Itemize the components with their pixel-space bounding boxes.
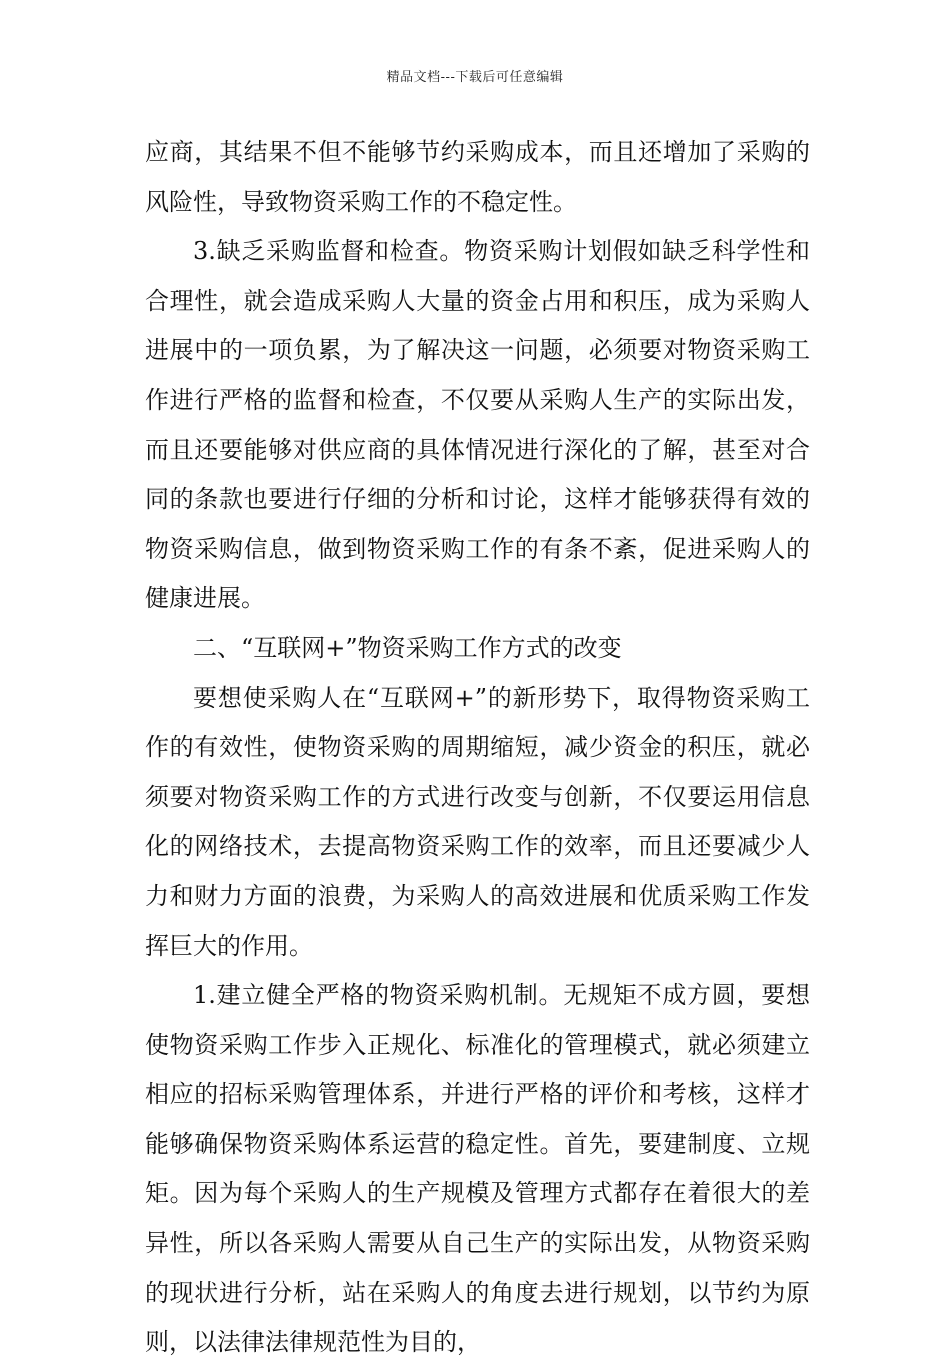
section-heading: 二、“互联网+”物资采购工作方式的改变 (193, 633, 622, 662)
document-body (145, 128, 810, 1368)
page-header: 精品文档---下载后可任意编辑 (386, 70, 564, 85)
paragraph-procurement-mechanism: 1.建立健全严格的物资采购机制。无规矩不成方圆，要想使物资采购工作步入正规化、标准化的管理模式，就必须建立相应的招标采购管理体系，并进行严格的评价和考核，这样才能够确保物资采购体系运营的稳定性。首先，要建制度、立规矩。因为每个采购人的生产规模及管理方式都存在着很大的差异性，所以各采购人需要从自己生产的实际出发，从物资采购的现状进行分析，站在采购人的角度去进行规划，以节约为原则，以法律法律规范性为目的， (145, 981, 810, 1357)
paragraph-continuation: 应商，其结果不但不能够节约采购成本，而且还增加了采购的风险性，导致物资采购工作的不稳定性。 (145, 138, 810, 216)
paragraph-supervision: 3.缺乏采购监督和检查。物资采购计划假如缺乏科学性和合理性，就会造成采购人大量的资金占用和积压，成为采购人进展中的一项负累，为了解决这一问题，必须要对物资采购工作进行严格的监督和检查，不仅要从采购人生产的实际出发，而且还要能够对供应商的具体情况进行深化的了解，甚至对合同的条款也要进行仔细的分析和讨论，这样才能够获得有效的物资采购信息，做到物资采购工作的有条不紊，促进采购人的健康进展。 (145, 237, 810, 613)
paragraph-internet-plus: 要想使采购人在“互联网+”的新形势下，取得物资采购工作的有效性，使物资采购的周期缩短，减少资金的积压，就必须要对物资采购工作的方式进行改变与创新，不仅要运用信息化的网络技术，去提高物资采购工作的效率，而且还要减少人力和财力方面的浪费，为采购人的高效进展和优质采购工作发挥巨大的作用。 (145, 683, 810, 960)
